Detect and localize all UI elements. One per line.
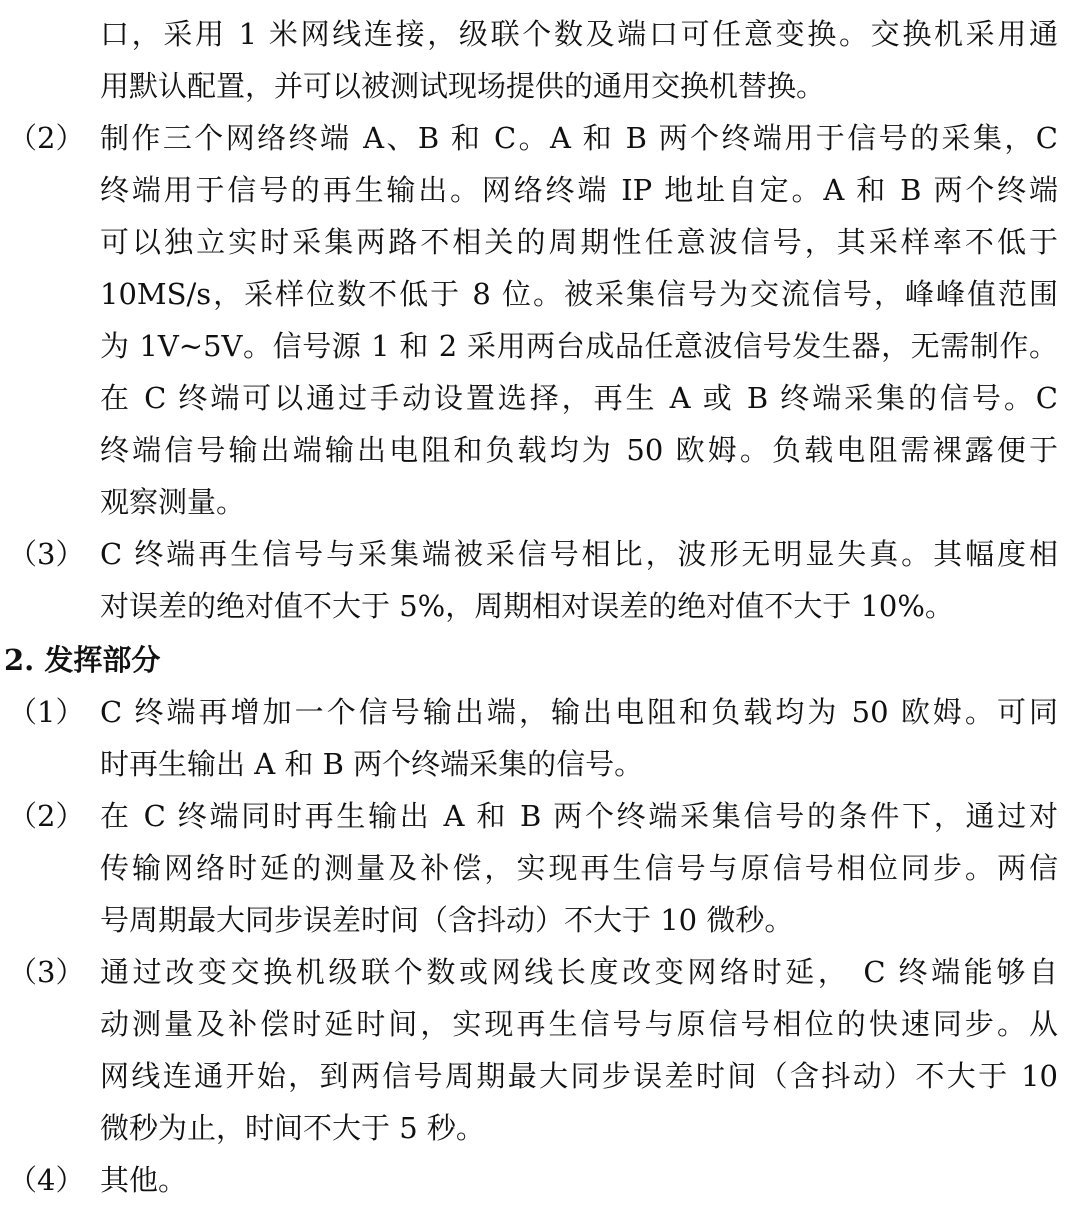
section-heading: 2. 发挥部分 bbox=[4, 643, 161, 677]
paragraph-line: 制作三个网络终端 A、B 和 C。A 和 B 两个终端用于信号的采集，C bbox=[100, 121, 1058, 155]
paragraph-line: 用默认配置，并可以被测试现场提供的通用交换机替换。 bbox=[100, 69, 826, 103]
paragraph-line: 在 C 终端可以通过手动设置选择，再生 A 或 B 终端采集的信号。C bbox=[100, 381, 1058, 415]
paragraph-line: 通过改变交换机级联个数或网线长度改变网络时延， C 终端能够自 bbox=[100, 955, 1058, 989]
paragraph-line: 10MS/s，采样位数不低于 8 位。被采集信号为交流信号，峰峰值范围 bbox=[100, 277, 1058, 311]
item-number: （2） bbox=[8, 121, 85, 155]
item-number: （3） bbox=[8, 537, 85, 571]
paragraph-line: 微秒为止，时间不大于 5 秒。 bbox=[100, 1111, 485, 1145]
paragraph-line: 终端信号输出端输出电阻和负载均为 50 欧姆。负载电阻需裸露便于 bbox=[100, 433, 1058, 467]
paragraph-line: 观察测量。 bbox=[100, 485, 246, 519]
item-number: （1） bbox=[8, 695, 85, 729]
paragraph-line: 可以独立实时采集两路不相关的周期性任意波信号，其采样率不低于 bbox=[100, 225, 1058, 259]
paragraph-line: 时再生输出 A 和 B 两个终端采集的信号。 bbox=[100, 747, 644, 781]
item-number: （2） bbox=[8, 799, 85, 833]
paragraph-line: C 终端再增加一个信号输出端，输出电阻和负载均为 50 欧姆。可同 bbox=[100, 695, 1058, 729]
paragraph-line: 终端用于信号的再生输出。网络终端 IP 地址自定。A 和 B 两个终端 bbox=[100, 173, 1058, 207]
item-number: （4） bbox=[8, 1163, 85, 1197]
paragraph-line: 口，采用 1 米网线连接，级联个数及端口可任意变换。交换机采用通 bbox=[100, 17, 1058, 51]
paragraph-line: 动测量及补偿时延时间，实现再生信号与原信号相位的快速同步。从 bbox=[100, 1007, 1058, 1041]
paragraph-line: 网线连通开始，到两信号周期最大同步误差时间（含抖动）不大于 10 bbox=[100, 1059, 1058, 1093]
paragraph-line: 在 C 终端同时再生输出 A 和 B 两个终端采集信号的条件下，通过对 bbox=[100, 799, 1058, 833]
item-number: （3） bbox=[8, 955, 85, 989]
paragraph-line: C 终端再生信号与采集端被采信号相比，波形无明显失真。其幅度相 bbox=[100, 537, 1058, 571]
paragraph-line: 对误差的绝对值不大于 5%，周期相对误差的绝对值不大于 10%。 bbox=[100, 589, 954, 623]
paragraph-line: 号周期最大同步误差时间（含抖动）不大于 10 微秒。 bbox=[100, 903, 794, 937]
paragraph-line: 其他。 bbox=[100, 1163, 188, 1197]
paragraph-line: 为 1V~5V。信号源 1 和 2 采用两台成品任意波信号发生器，无需制作。 bbox=[100, 329, 1058, 363]
paragraph-line: 传输网络时延的测量及补偿，实现再生信号与原信号相位同步。两信 bbox=[100, 851, 1058, 885]
